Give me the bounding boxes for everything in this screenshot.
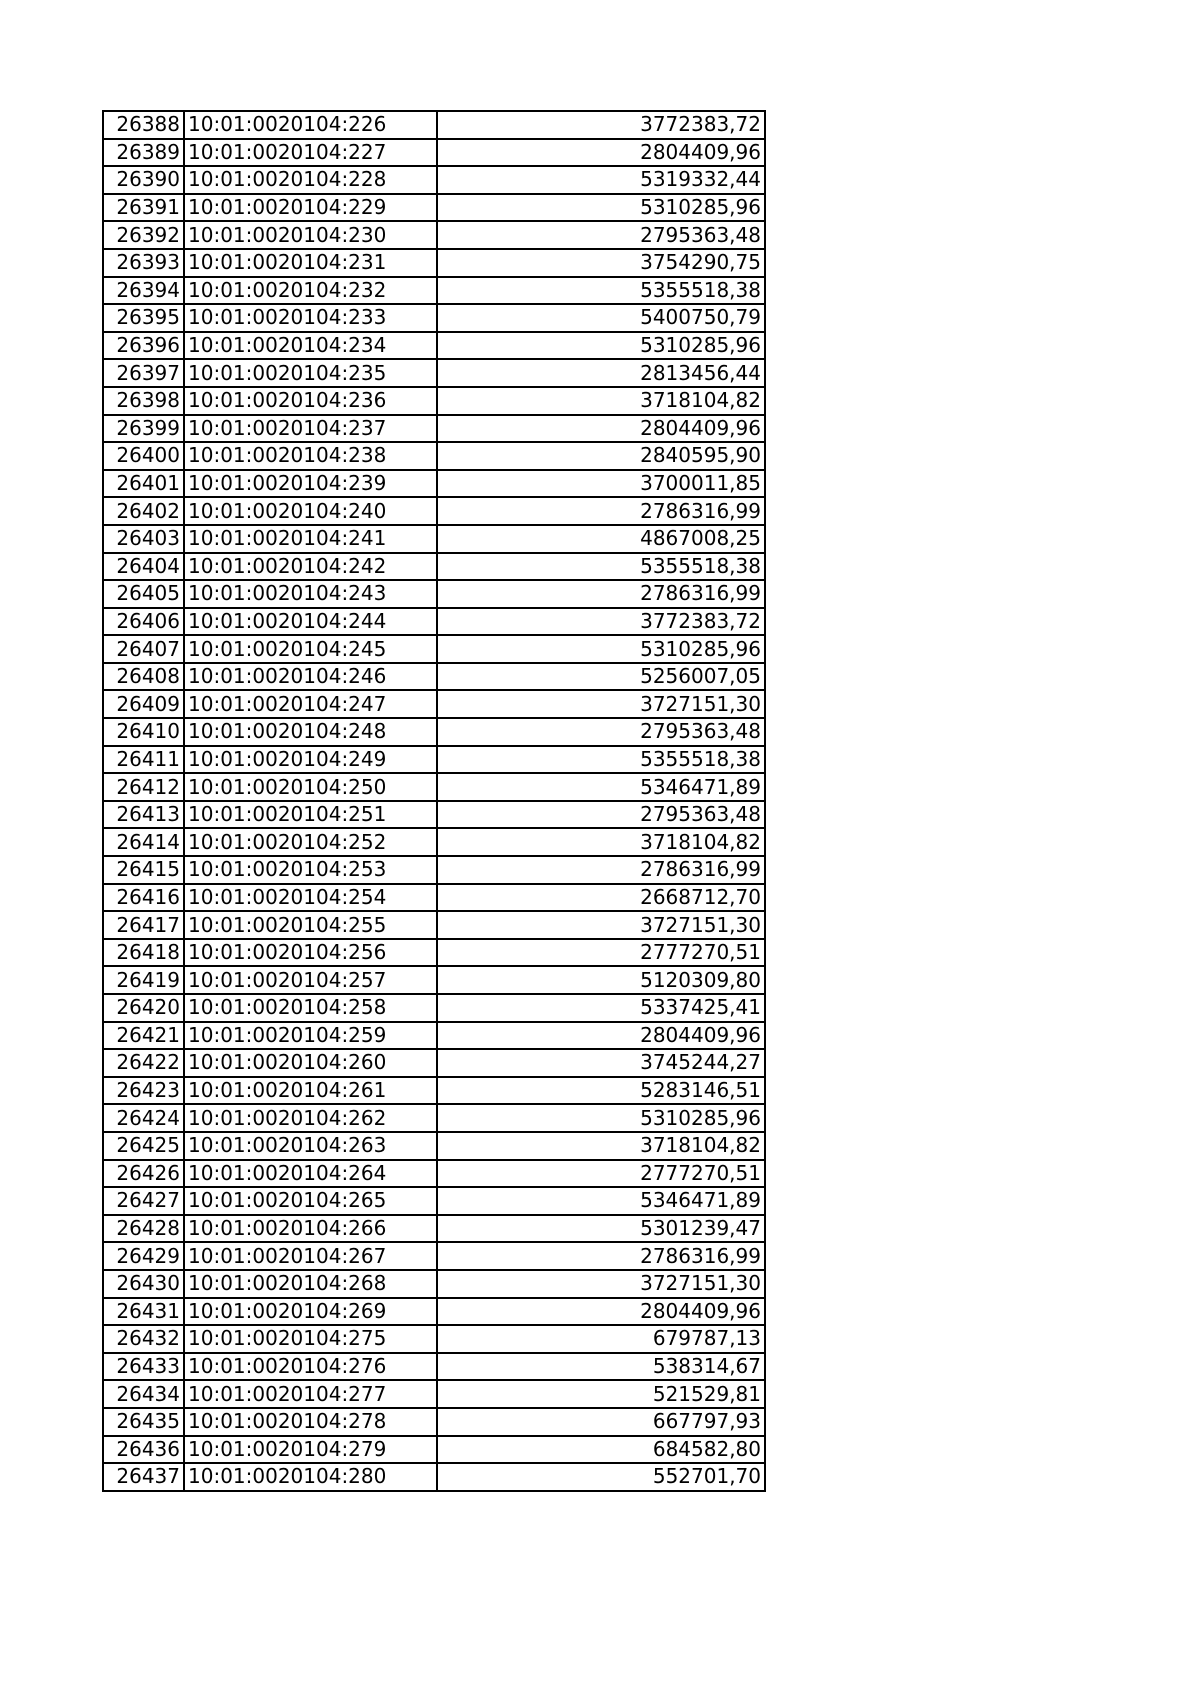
- value-cell: 521529,81: [437, 1380, 765, 1408]
- data-table: [102, 110, 766, 1492]
- table-row: [103, 801, 765, 829]
- cadastral-number-cell: 10:01:0020104:250: [184, 773, 437, 801]
- row-number-cell: 26397: [103, 359, 184, 387]
- table-row: [103, 332, 765, 360]
- table-row: [103, 911, 765, 939]
- value-cell: 2840595,90: [437, 442, 765, 470]
- row-number-cell: 26409: [103, 690, 184, 718]
- table-row: [103, 221, 765, 249]
- table-row: [103, 304, 765, 332]
- table-row: [103, 663, 765, 691]
- table-row: [103, 1325, 765, 1353]
- row-number-cell: 26410: [103, 718, 184, 746]
- table-row: [103, 442, 765, 470]
- value-cell: 5310285,96: [437, 194, 765, 222]
- cadastral-number-cell: 10:01:0020104:275: [184, 1325, 437, 1353]
- cadastral-number-cell: 10:01:0020104:239: [184, 470, 437, 498]
- row-number-cell: 26430: [103, 1270, 184, 1298]
- row-number-cell: 26431: [103, 1298, 184, 1326]
- value-cell: 3754290,75: [437, 249, 765, 277]
- cadastral-number-cell: 10:01:0020104:261: [184, 1077, 437, 1105]
- table-row: [103, 497, 765, 525]
- value-cell: 2804409,96: [437, 139, 765, 167]
- value-cell: 684582,80: [437, 1436, 765, 1464]
- cadastral-number-cell: 10:01:0020104:240: [184, 497, 437, 525]
- table-row: [103, 939, 765, 967]
- table-row: [103, 525, 765, 553]
- table-row: [103, 194, 765, 222]
- value-cell: 5256007,05: [437, 663, 765, 691]
- row-number-cell: 26388: [103, 111, 184, 139]
- table-row: [103, 1104, 765, 1132]
- row-number-cell: 26418: [103, 939, 184, 967]
- cadastral-number-cell: 10:01:0020104:264: [184, 1160, 437, 1188]
- table-row: [103, 580, 765, 608]
- table-row: [103, 884, 765, 912]
- cadastral-number-cell: 10:01:0020104:226: [184, 111, 437, 139]
- table-row: [103, 1408, 765, 1436]
- table-row: [103, 359, 765, 387]
- table-row: [103, 994, 765, 1022]
- table-row: [103, 1436, 765, 1464]
- value-cell: 5120309,80: [437, 966, 765, 994]
- table-row: [103, 249, 765, 277]
- value-cell: 3772383,72: [437, 608, 765, 636]
- row-number-cell: 26432: [103, 1325, 184, 1353]
- value-cell: 538314,67: [437, 1353, 765, 1381]
- value-cell: 2795363,48: [437, 718, 765, 746]
- row-number-cell: 26424: [103, 1104, 184, 1132]
- cadastral-number-cell: 10:01:0020104:253: [184, 856, 437, 884]
- table-body: [103, 111, 765, 1491]
- row-number-cell: 26416: [103, 884, 184, 912]
- table-row: [103, 139, 765, 167]
- table-row: [103, 1242, 765, 1270]
- row-number-cell: 26393: [103, 249, 184, 277]
- cadastral-number-cell: 10:01:0020104:251: [184, 801, 437, 829]
- row-number-cell: 26428: [103, 1215, 184, 1243]
- cadastral-number-cell: 10:01:0020104:248: [184, 718, 437, 746]
- table-row: [103, 111, 765, 139]
- table-row: [103, 1298, 765, 1326]
- cadastral-number-cell: 10:01:0020104:249: [184, 746, 437, 774]
- cadastral-number-cell: 10:01:0020104:229: [184, 194, 437, 222]
- row-number-cell: 26399: [103, 415, 184, 443]
- row-number-cell: 26398: [103, 387, 184, 415]
- table-row: [103, 553, 765, 581]
- table-row: [103, 1380, 765, 1408]
- cadastral-number-cell: 10:01:0020104:242: [184, 553, 437, 581]
- row-number-cell: 26412: [103, 773, 184, 801]
- row-number-cell: 26421: [103, 1022, 184, 1050]
- table-row: [103, 1353, 765, 1381]
- cadastral-number-cell: 10:01:0020104:255: [184, 911, 437, 939]
- table-row: [103, 166, 765, 194]
- value-cell: 2777270,51: [437, 1160, 765, 1188]
- value-cell: 5319332,44: [437, 166, 765, 194]
- row-number-cell: 26434: [103, 1380, 184, 1408]
- row-number-cell: 26402: [103, 497, 184, 525]
- cadastral-number-cell: 10:01:0020104:258: [184, 994, 437, 1022]
- cadastral-number-cell: 10:01:0020104:247: [184, 690, 437, 718]
- row-number-cell: 26395: [103, 304, 184, 332]
- cadastral-number-cell: 10:01:0020104:263: [184, 1132, 437, 1160]
- table-row: [103, 1463, 765, 1491]
- value-cell: 5301239,47: [437, 1215, 765, 1243]
- cadastral-number-cell: 10:01:0020104:257: [184, 966, 437, 994]
- table-row: [103, 1270, 765, 1298]
- row-number-cell: 26405: [103, 580, 184, 608]
- cadastral-number-cell: 10:01:0020104:278: [184, 1408, 437, 1436]
- cadastral-number-cell: 10:01:0020104:268: [184, 1270, 437, 1298]
- value-cell: 2804409,96: [437, 415, 765, 443]
- cadastral-number-cell: 10:01:0020104:235: [184, 359, 437, 387]
- row-number-cell: 26437: [103, 1463, 184, 1491]
- row-number-cell: 26427: [103, 1187, 184, 1215]
- value-cell: 667797,93: [437, 1408, 765, 1436]
- value-cell: 2777270,51: [437, 939, 765, 967]
- table-row: [103, 690, 765, 718]
- value-cell: 5355518,38: [437, 277, 765, 305]
- value-cell: 3718104,82: [437, 387, 765, 415]
- row-number-cell: 26429: [103, 1242, 184, 1270]
- table-row: [103, 1022, 765, 1050]
- value-cell: 5346471,89: [437, 773, 765, 801]
- cadastral-number-cell: 10:01:0020104:236: [184, 387, 437, 415]
- value-cell: 5310285,96: [437, 635, 765, 663]
- value-cell: 2786316,99: [437, 497, 765, 525]
- value-cell: 5283146,51: [437, 1077, 765, 1105]
- table-row: [103, 1215, 765, 1243]
- table-row: [103, 608, 765, 636]
- cadastral-number-cell: 10:01:0020104:266: [184, 1215, 437, 1243]
- value-cell: 3727151,30: [437, 911, 765, 939]
- cadastral-number-cell: 10:01:0020104:259: [184, 1022, 437, 1050]
- row-number-cell: 26403: [103, 525, 184, 553]
- value-cell: 2795363,48: [437, 801, 765, 829]
- row-number-cell: 26407: [103, 635, 184, 663]
- table-row: [103, 470, 765, 498]
- value-cell: 2804409,96: [437, 1298, 765, 1326]
- value-cell: 3700011,85: [437, 470, 765, 498]
- row-number-cell: 26426: [103, 1160, 184, 1188]
- row-number-cell: 26419: [103, 966, 184, 994]
- cadastral-number-cell: 10:01:0020104:231: [184, 249, 437, 277]
- cadastral-number-cell: 10:01:0020104:233: [184, 304, 437, 332]
- cadastral-number-cell: 10:01:0020104:246: [184, 663, 437, 691]
- cadastral-number-cell: 10:01:0020104:234: [184, 332, 437, 360]
- table-row: [103, 635, 765, 663]
- cadastral-number-cell: 10:01:0020104:265: [184, 1187, 437, 1215]
- cadastral-number-cell: 10:01:0020104:238: [184, 442, 437, 470]
- value-cell: 2795363,48: [437, 221, 765, 249]
- value-cell: 4867008,25: [437, 525, 765, 553]
- value-cell: 2813456,44: [437, 359, 765, 387]
- value-cell: 5310285,96: [437, 1104, 765, 1132]
- row-number-cell: 26394: [103, 277, 184, 305]
- row-number-cell: 26422: [103, 1049, 184, 1077]
- value-cell: 2786316,99: [437, 1242, 765, 1270]
- row-number-cell: 26389: [103, 139, 184, 167]
- cadastral-number-cell: 10:01:0020104:227: [184, 139, 437, 167]
- table-row: [103, 718, 765, 746]
- value-cell: 679787,13: [437, 1325, 765, 1353]
- row-number-cell: 26391: [103, 194, 184, 222]
- row-number-cell: 26414: [103, 828, 184, 856]
- value-cell: 2804409,96: [437, 1022, 765, 1050]
- row-number-cell: 26417: [103, 911, 184, 939]
- value-cell: 2786316,99: [437, 580, 765, 608]
- table-row: [103, 1049, 765, 1077]
- table-row: [103, 1187, 765, 1215]
- table-row: [103, 856, 765, 884]
- row-number-cell: 26401: [103, 470, 184, 498]
- table-row: [103, 1160, 765, 1188]
- value-cell: 3727151,30: [437, 1270, 765, 1298]
- cadastral-number-cell: 10:01:0020104:280: [184, 1463, 437, 1491]
- table-row: [103, 828, 765, 856]
- row-number-cell: 26435: [103, 1408, 184, 1436]
- table-row: [103, 1132, 765, 1160]
- value-cell: 3727151,30: [437, 690, 765, 718]
- table-row: [103, 966, 765, 994]
- table-row: [103, 773, 765, 801]
- cadastral-number-cell: 10:01:0020104:252: [184, 828, 437, 856]
- value-cell: 3745244,27: [437, 1049, 765, 1077]
- value-cell: 3718104,82: [437, 1132, 765, 1160]
- row-number-cell: 26420: [103, 994, 184, 1022]
- row-number-cell: 26423: [103, 1077, 184, 1105]
- value-cell: 3772383,72: [437, 111, 765, 139]
- value-cell: 2668712,70: [437, 884, 765, 912]
- cadastral-number-cell: 10:01:0020104:276: [184, 1353, 437, 1381]
- cadastral-number-cell: 10:01:0020104:260: [184, 1049, 437, 1077]
- value-cell: 5337425,41: [437, 994, 765, 1022]
- value-cell: 2786316,99: [437, 856, 765, 884]
- value-cell: 5346471,89: [437, 1187, 765, 1215]
- row-number-cell: 26406: [103, 608, 184, 636]
- cadastral-number-cell: 10:01:0020104:237: [184, 415, 437, 443]
- row-number-cell: 26400: [103, 442, 184, 470]
- value-cell: 5310285,96: [437, 332, 765, 360]
- row-number-cell: 26415: [103, 856, 184, 884]
- row-number-cell: 26408: [103, 663, 184, 691]
- table-row: [103, 277, 765, 305]
- row-number-cell: 26392: [103, 221, 184, 249]
- table-row: [103, 746, 765, 774]
- cadastral-number-cell: 10:01:0020104:230: [184, 221, 437, 249]
- cadastral-number-cell: 10:01:0020104:279: [184, 1436, 437, 1464]
- value-cell: 3718104,82: [437, 828, 765, 856]
- table-row: [103, 1077, 765, 1105]
- value-cell: 5355518,38: [437, 746, 765, 774]
- cadastral-number-cell: 10:01:0020104:262: [184, 1104, 437, 1132]
- cadastral-number-cell: 10:01:0020104:269: [184, 1298, 437, 1326]
- cadastral-number-cell: 10:01:0020104:243: [184, 580, 437, 608]
- cadastral-number-cell: 10:01:0020104:254: [184, 884, 437, 912]
- cadastral-number-cell: 10:01:0020104:256: [184, 939, 437, 967]
- row-number-cell: 26404: [103, 553, 184, 581]
- table-row: [103, 387, 765, 415]
- row-number-cell: 26390: [103, 166, 184, 194]
- row-number-cell: 26436: [103, 1436, 184, 1464]
- table-row: [103, 415, 765, 443]
- cadastral-number-cell: 10:01:0020104:244: [184, 608, 437, 636]
- cadastral-number-cell: 10:01:0020104:241: [184, 525, 437, 553]
- cadastral-number-cell: 10:01:0020104:232: [184, 277, 437, 305]
- row-number-cell: 26413: [103, 801, 184, 829]
- value-cell: 5400750,79: [437, 304, 765, 332]
- cadastral-number-cell: 10:01:0020104:228: [184, 166, 437, 194]
- value-cell: 552701,70: [437, 1463, 765, 1491]
- row-number-cell: 26433: [103, 1353, 184, 1381]
- row-number-cell: 26425: [103, 1132, 184, 1160]
- value-cell: 5355518,38: [437, 553, 765, 581]
- cadastral-number-cell: 10:01:0020104:277: [184, 1380, 437, 1408]
- cadastral-number-cell: 10:01:0020104:267: [184, 1242, 437, 1270]
- row-number-cell: 26411: [103, 746, 184, 774]
- row-number-cell: 26396: [103, 332, 184, 360]
- cadastral-number-cell: 10:01:0020104:245: [184, 635, 437, 663]
